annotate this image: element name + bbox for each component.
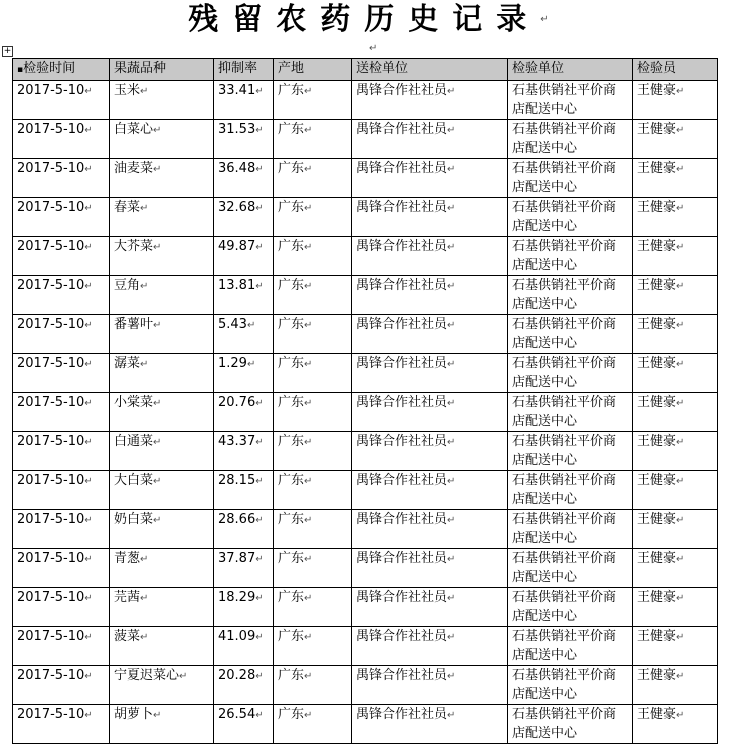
cell-inspection-date: 2017-5-10↵ [13, 588, 110, 627]
paragraph-mark-icon: ↵ [676, 164, 685, 175]
cell-inspection-date: 2017-5-10↵ [13, 237, 110, 276]
cell-origin: 广东↵ [274, 354, 352, 393]
cell-submitting-unit: 禺锋合作社社员↵ [352, 627, 508, 666]
cell-inspector: 王健豪↵ [633, 471, 718, 510]
cell-produce-variety: 大白菜↵ [110, 471, 214, 510]
paragraph-mark-icon: ↵ [676, 515, 685, 526]
cell-produce-variety: 青葱↵ [110, 549, 214, 588]
paragraph-mark-icon: ↵ [447, 437, 456, 448]
paragraph-mark-icon: ↵ [255, 242, 264, 253]
cell-produce-variety: 菠菜↵ [110, 627, 214, 666]
cell-produce-variety: 春菜↵ [110, 198, 214, 237]
cell-origin: 广东↵ [274, 120, 352, 159]
paragraph-mark-icon: ↵ [676, 437, 685, 448]
paragraph-mark-icon: ↵ [304, 242, 313, 253]
paragraph-mark-icon: ↵ [84, 710, 93, 721]
cell-submitting-unit: 禺锋合作社社员↵ [352, 471, 508, 510]
cell-origin: 广东↵ [274, 315, 352, 354]
cell-inspector: 王健豪↵ [633, 159, 718, 198]
paragraph-mark-icon: ↵ [304, 203, 313, 214]
cell-submitting-unit: 禺锋合作社社员↵ [352, 354, 508, 393]
paragraph-mark-icon: ↵ [447, 515, 456, 526]
page-title-text: 残留农药历史记录 [188, 2, 541, 37]
paragraph-mark-icon: ↵ [140, 632, 149, 643]
paragraph-mark-icon: ↵ [140, 593, 149, 604]
paragraph-mark-icon: ↵ [304, 86, 313, 97]
cell-produce-variety: 芫茜↵ [110, 588, 214, 627]
cell-inspection-date: 2017-5-10↵ [13, 81, 110, 120]
cell-inspection-date: 2017-5-10↵ [13, 120, 110, 159]
paragraph-mark-icon: ↵ [676, 320, 685, 331]
table-row [13, 120, 718, 159]
cell-inspector: 王健豪↵ [633, 198, 718, 237]
cell-submitting-unit: 禺锋合作社社员↵ [352, 315, 508, 354]
paragraph-mark-icon: ↵ [304, 593, 313, 604]
table-row [13, 315, 718, 354]
cell-origin: 广东↵ [274, 510, 352, 549]
paragraph-mark-icon: ↵ [447, 203, 456, 214]
cell-inspection-date: 2017-5-10↵ [13, 354, 110, 393]
paragraph-mark-icon: ↵ [304, 359, 313, 370]
header-inspection-date: ▪检验时间 [13, 59, 110, 81]
paragraph-mark-icon: ↵ [447, 359, 456, 370]
cell-inhibition-rate: 18.29↵ [214, 588, 274, 627]
cell-inhibition-rate: 49.87↵ [214, 237, 274, 276]
paragraph-mark-icon: ↵ [84, 632, 93, 643]
table-row [13, 81, 718, 120]
paragraph-mark-icon: ↵ [255, 437, 264, 448]
cell-inhibition-rate: 43.37↵ [214, 432, 274, 471]
cell-inspector: 王健豪↵ [633, 627, 718, 666]
paragraph-mark-icon: ↵ [153, 320, 162, 331]
paragraph-mark-icon: ↵ [153, 125, 162, 136]
cell-inspector: 王健豪↵ [633, 705, 718, 744]
header-inhibition-rate: 抑制率 [214, 59, 274, 81]
cell-testing-unit: 石基供销社平价商店配送中心 [508, 510, 633, 549]
paragraph-mark-icon: ↵ [255, 593, 264, 604]
paragraph-mark-icon: ↵ [304, 320, 313, 331]
paragraph-mark-icon: ↵ [255, 710, 264, 721]
cell-inhibition-rate: 20.28↵ [214, 666, 274, 705]
cell-inspection-date: 2017-5-10↵ [13, 276, 110, 315]
paragraph-mark-icon: ↵ [447, 593, 456, 604]
table-row [13, 393, 718, 432]
cell-inhibition-rate: 31.53↵ [214, 120, 274, 159]
cell-origin: 广东↵ [274, 471, 352, 510]
cell-origin: 广东↵ [274, 393, 352, 432]
paragraph-mark-icon: ↵ [676, 125, 685, 136]
paragraph-mark-icon: ↵ [447, 242, 456, 253]
cell-testing-unit: 石基供销社平价商店配送中心 [508, 354, 633, 393]
paragraph-mark-icon: ↵ [304, 164, 313, 175]
cell-origin: 广东↵ [274, 276, 352, 315]
paragraph-mark-icon: ↵ [84, 164, 93, 175]
cell-produce-variety: 奶白菜↵ [110, 510, 214, 549]
paragraph-mark-icon: ↵ [447, 164, 456, 175]
cell-inspection-date: 2017-5-10↵ [13, 393, 110, 432]
cell-inhibition-rate: 20.76↵ [214, 393, 274, 432]
paragraph-mark-icon: ↵ [84, 86, 93, 97]
cell-inhibition-rate: 13.81↵ [214, 276, 274, 315]
cell-inspector: 王健豪↵ [633, 393, 718, 432]
cell-inspector: 王健豪↵ [633, 354, 718, 393]
cell-submitting-unit: 禺锋合作社社员↵ [352, 120, 508, 159]
cell-submitting-unit: 禺锋合作社社员↵ [352, 666, 508, 705]
paragraph-mark-icon: ↵ [304, 671, 313, 682]
paragraph-mark-icon: ↵ [84, 320, 93, 331]
paragraph-mark-icon: ↵ [676, 398, 685, 409]
header-origin: 产地 [274, 59, 352, 81]
cell-origin: 广东↵ [274, 432, 352, 471]
paragraph-mark-icon: ↵ [140, 359, 149, 370]
paragraph-mark-icon: ↵ [447, 398, 456, 409]
cell-testing-unit: 石基供销社平价商店配送中心 [508, 549, 633, 588]
cell-inspector: 王健豪↵ [633, 120, 718, 159]
page-title [0, 0, 737, 40]
cell-produce-variety: 小棠菜↵ [110, 393, 214, 432]
cell-inspector: 王健豪↵ [633, 276, 718, 315]
cell-submitting-unit: 禺锋合作社社员↵ [352, 393, 508, 432]
cell-testing-unit: 石基供销社平价商店配送中心 [508, 588, 633, 627]
paragraph-mark-icon: ↵ [140, 203, 149, 214]
paragraph-mark-icon: ↵ [676, 710, 685, 721]
paragraph-mark-icon: ↵ [304, 710, 313, 721]
paragraph-mark-icon: ↵ [447, 710, 456, 721]
paragraph-mark-icon: ↵ [140, 554, 149, 565]
paragraph-mark-icon: ↵ [304, 554, 313, 565]
paragraph-mark-icon: ↵ [246, 359, 256, 370]
cell-submitting-unit: 禺锋合作社社员↵ [352, 276, 508, 315]
paragraph-mark-icon: ↵ [84, 281, 93, 292]
cell-submitting-unit: 禺锋合作社社员↵ [352, 549, 508, 588]
table-row [13, 705, 718, 744]
cell-inspector: 王健豪↵ [633, 666, 718, 705]
table-selection-bullet-icon: ▪ [17, 65, 24, 75]
cell-inspection-date: 2017-5-10↵ [13, 471, 110, 510]
cell-inhibition-rate: 41.09↵ [214, 627, 274, 666]
cell-testing-unit: 石基供销社平价商店配送中心 [508, 81, 633, 120]
paragraph-mark-icon: ↵ [304, 437, 313, 448]
cell-inspection-date: 2017-5-10↵ [13, 159, 110, 198]
cell-produce-variety: 番薯叶↵ [110, 315, 214, 354]
paragraph-mark-icon: ↵ [255, 632, 264, 643]
paragraph-mark-icon: ↵ [84, 437, 93, 448]
paragraph-mark-icon: ↵ [304, 125, 313, 136]
table-row [13, 627, 718, 666]
cell-origin: 广东↵ [274, 705, 352, 744]
cell-testing-unit: 石基供销社平价商店配送中心 [508, 666, 633, 705]
cell-submitting-unit: 禺锋合作社社员↵ [352, 159, 508, 198]
cell-inspector: 王健豪↵ [633, 432, 718, 471]
paragraph-mark-icon: ↵ [676, 242, 685, 253]
table-row [13, 471, 718, 510]
paragraph-mark-icon: ↵ [140, 281, 149, 292]
cell-produce-variety: 豆角↵ [110, 276, 214, 315]
paragraph-mark-icon: ↵ [447, 554, 456, 565]
cell-testing-unit: 石基供销社平价商店配送中心 [508, 471, 633, 510]
cell-inhibition-rate: 5.43↵ [214, 315, 274, 354]
paragraph-mark-icon: ↵ [84, 476, 93, 487]
paragraph-mark-icon: ↵ [676, 671, 685, 682]
cell-inhibition-rate: 28.66↵ [214, 510, 274, 549]
cell-testing-unit: 石基供销社平价商店配送中心 [508, 432, 633, 471]
paragraph-mark-icon: ↵ [153, 476, 162, 487]
paragraph-mark-icon: ↵ [676, 476, 685, 487]
cell-origin: 广东↵ [274, 159, 352, 198]
paragraph-mark-icon: ↵ [153, 164, 162, 175]
header-produce-variety: 果蔬品种 [110, 59, 214, 81]
paragraph-mark-icon: ↵ [676, 203, 685, 214]
paragraph-mark-icon: ↵ [447, 320, 456, 331]
paragraph-mark-icon: ↵ [255, 671, 264, 682]
cell-produce-variety: 宁夏迟菜心↵ [110, 666, 214, 705]
paragraph-mark-icon: ↵ [540, 14, 549, 25]
table-row [13, 666, 718, 705]
table-row [13, 588, 718, 627]
paragraph-mark-icon: ↵ [153, 398, 162, 409]
paragraph-mark-icon: ↵ [304, 515, 313, 526]
cell-testing-unit: 石基供销社平价商店配送中心 [508, 393, 633, 432]
cell-origin: 广东↵ [274, 666, 352, 705]
paragraph-mark-icon: ↵ [304, 281, 313, 292]
cell-testing-unit: 石基供销社平价商店配送中心 [508, 237, 633, 276]
cell-produce-variety: 胡萝卜↵ [110, 705, 214, 744]
cell-inspector: 王健豪↵ [633, 549, 718, 588]
cell-testing-unit: 石基供销社平价商店配送中心 [508, 627, 633, 666]
cell-testing-unit: 石基供销社平价商店配送中心 [508, 276, 633, 315]
paragraph-mark-icon: ↵ [246, 320, 256, 331]
table-row [13, 198, 718, 237]
cell-inspection-date: 2017-5-10↵ [13, 432, 110, 471]
cell-origin: 广东↵ [274, 237, 352, 276]
paragraph-mark-icon: ↵ [255, 125, 264, 136]
cell-origin: 广东↵ [274, 198, 352, 237]
paragraph-mark-icon: ↵ [676, 554, 685, 565]
paragraph-mark-icon: ↵ [676, 632, 685, 643]
paragraph-mark-icon: ↵ [84, 359, 93, 370]
cell-inspector: 王健豪↵ [633, 237, 718, 276]
cell-inspection-date: 2017-5-10↵ [13, 510, 110, 549]
cell-inspection-date: 2017-5-10↵ [13, 198, 110, 237]
cell-submitting-unit: 禺锋合作社社员↵ [352, 510, 508, 549]
table-row [13, 354, 718, 393]
cell-submitting-unit: 禺锋合作社社员↵ [352, 198, 508, 237]
cell-origin: 广东↵ [274, 549, 352, 588]
table-row [13, 159, 718, 198]
paragraph-mark-icon: ↵ [255, 281, 264, 292]
pesticide-residue-table [12, 58, 718, 744]
paragraph-mark-icon: ↵ [84, 593, 93, 604]
paragraph-mark-icon: ↵ [153, 437, 162, 448]
cell-produce-variety: 潺菜↵ [110, 354, 214, 393]
paragraph-mark-icon: ↵ [84, 242, 93, 253]
paragraph-mark-icon: ↵ [447, 671, 456, 682]
paragraph-mark-icon: ↵ [447, 281, 456, 292]
cell-submitting-unit: 禺锋合作社社员↵ [352, 432, 508, 471]
cell-origin: 广东↵ [274, 81, 352, 120]
cell-produce-variety: 玉米↵ [110, 81, 214, 120]
paragraph-mark-icon: ↵ [84, 515, 93, 526]
table-row [13, 432, 718, 471]
paragraph-mark-icon: ↵ [447, 476, 456, 487]
table-row [13, 549, 718, 588]
header-inspector: 检验员 [633, 59, 718, 81]
paragraph-mark-icon: ↵ [304, 476, 313, 487]
paragraph-mark-icon: ↵ [84, 554, 93, 565]
cell-produce-variety: 油麦菜↵ [110, 159, 214, 198]
paragraph-mark-icon: ↵ [304, 632, 313, 643]
cell-submitting-unit: 禺锋合作社社员↵ [352, 237, 508, 276]
paragraph-mark-icon: ↵ [84, 125, 93, 136]
paragraph-mark-icon: ↵ [676, 281, 685, 292]
header-submitting-unit: 送检单位 [352, 59, 508, 81]
table-row [13, 510, 718, 549]
cell-inspector: 王健豪↵ [633, 588, 718, 627]
paragraph-mark-icon: ↵ [676, 593, 685, 604]
paragraph-mark-icon: ↵ [676, 86, 685, 97]
table-row [13, 276, 718, 315]
cell-inhibition-rate: 37.87↵ [214, 549, 274, 588]
cell-produce-variety: 白通菜↵ [110, 432, 214, 471]
paragraph-mark-icon: ↵ [140, 86, 149, 97]
cell-testing-unit: 石基供销社平价商店配送中心 [508, 705, 633, 744]
table-row [13, 237, 718, 276]
cell-submitting-unit: 禺锋合作社社员↵ [352, 588, 508, 627]
paragraph-mark-icon: ↵ [84, 203, 93, 214]
cell-inhibition-rate: 32.68↵ [214, 198, 274, 237]
paragraph-mark-icon: ↵ [84, 671, 93, 682]
paragraph-mark-icon: ↵ [179, 671, 188, 682]
cell-inhibition-rate: 1.29↵ [214, 354, 274, 393]
paragraph-mark-icon: ↵ [153, 710, 162, 721]
paragraph-mark-icon: ↵ [676, 359, 685, 370]
cell-inhibition-rate: 28.15↵ [214, 471, 274, 510]
table-header-row [13, 59, 718, 81]
cell-inspection-date: 2017-5-10↵ [13, 705, 110, 744]
cell-submitting-unit: 禺锋合作社社员↵ [352, 81, 508, 120]
cell-testing-unit: 石基供销社平价商店配送中心 [508, 159, 633, 198]
paragraph-mark-icon: ↵ [255, 515, 264, 526]
cell-produce-variety: 白菜心↵ [110, 120, 214, 159]
cell-inspection-date: 2017-5-10↵ [13, 666, 110, 705]
paragraph-mark-icon: ↵ [447, 632, 456, 643]
cell-testing-unit: 石基供销社平价商店配送中心 [508, 315, 633, 354]
paragraph-mark-icon: ↵ [255, 86, 264, 97]
paragraph-mark-icon: ↵ [153, 242, 162, 253]
paragraph-mark-icon: ↵ [447, 86, 456, 97]
cell-submitting-unit: 禺锋合作社社员↵ [352, 705, 508, 744]
paragraph-mark-icon: ↵ [255, 164, 264, 175]
cell-inspector: 王健豪↵ [633, 315, 718, 354]
paragraph-mark-icon: ↵ [304, 398, 313, 409]
cell-inhibition-rate: 36.48↵ [214, 159, 274, 198]
paragraph-mark-icon: ↵ [84, 398, 93, 409]
header-testing-unit: 检验单位 [508, 59, 633, 81]
paragraph-mark-icon: ↵ [447, 125, 456, 136]
paragraph-mark-icon: ↵ [255, 398, 264, 409]
paragraph-mark-icon: ↵ [369, 43, 378, 54]
cell-origin: 广东↵ [274, 627, 352, 666]
paragraph-mark-icon: ↵ [153, 515, 162, 526]
cell-testing-unit: 石基供销社平价商店配送中心 [508, 120, 633, 159]
cell-inhibition-rate: 26.54↵ [214, 705, 274, 744]
paragraph-mark-icon: ↵ [255, 554, 264, 565]
table-move-handle-icon[interactable]: + [3, 46, 12, 56]
cell-inspection-date: 2017-5-10↵ [13, 315, 110, 354]
cell-inspector: 王健豪↵ [633, 81, 718, 120]
cell-inhibition-rate: 33.41↵ [214, 81, 274, 120]
cell-inspection-date: 2017-5-10↵ [13, 549, 110, 588]
paragraph-mark-icon: ↵ [255, 203, 264, 214]
paragraph-mark-icon: ↵ [255, 476, 264, 487]
cell-inspection-date: 2017-5-10↵ [13, 627, 110, 666]
cell-inspector: 王健豪↵ [633, 510, 718, 549]
cell-testing-unit: 石基供销社平价商店配送中心 [508, 198, 633, 237]
cell-origin: 广东↵ [274, 588, 352, 627]
cell-produce-variety: 大芥菜↵ [110, 237, 214, 276]
